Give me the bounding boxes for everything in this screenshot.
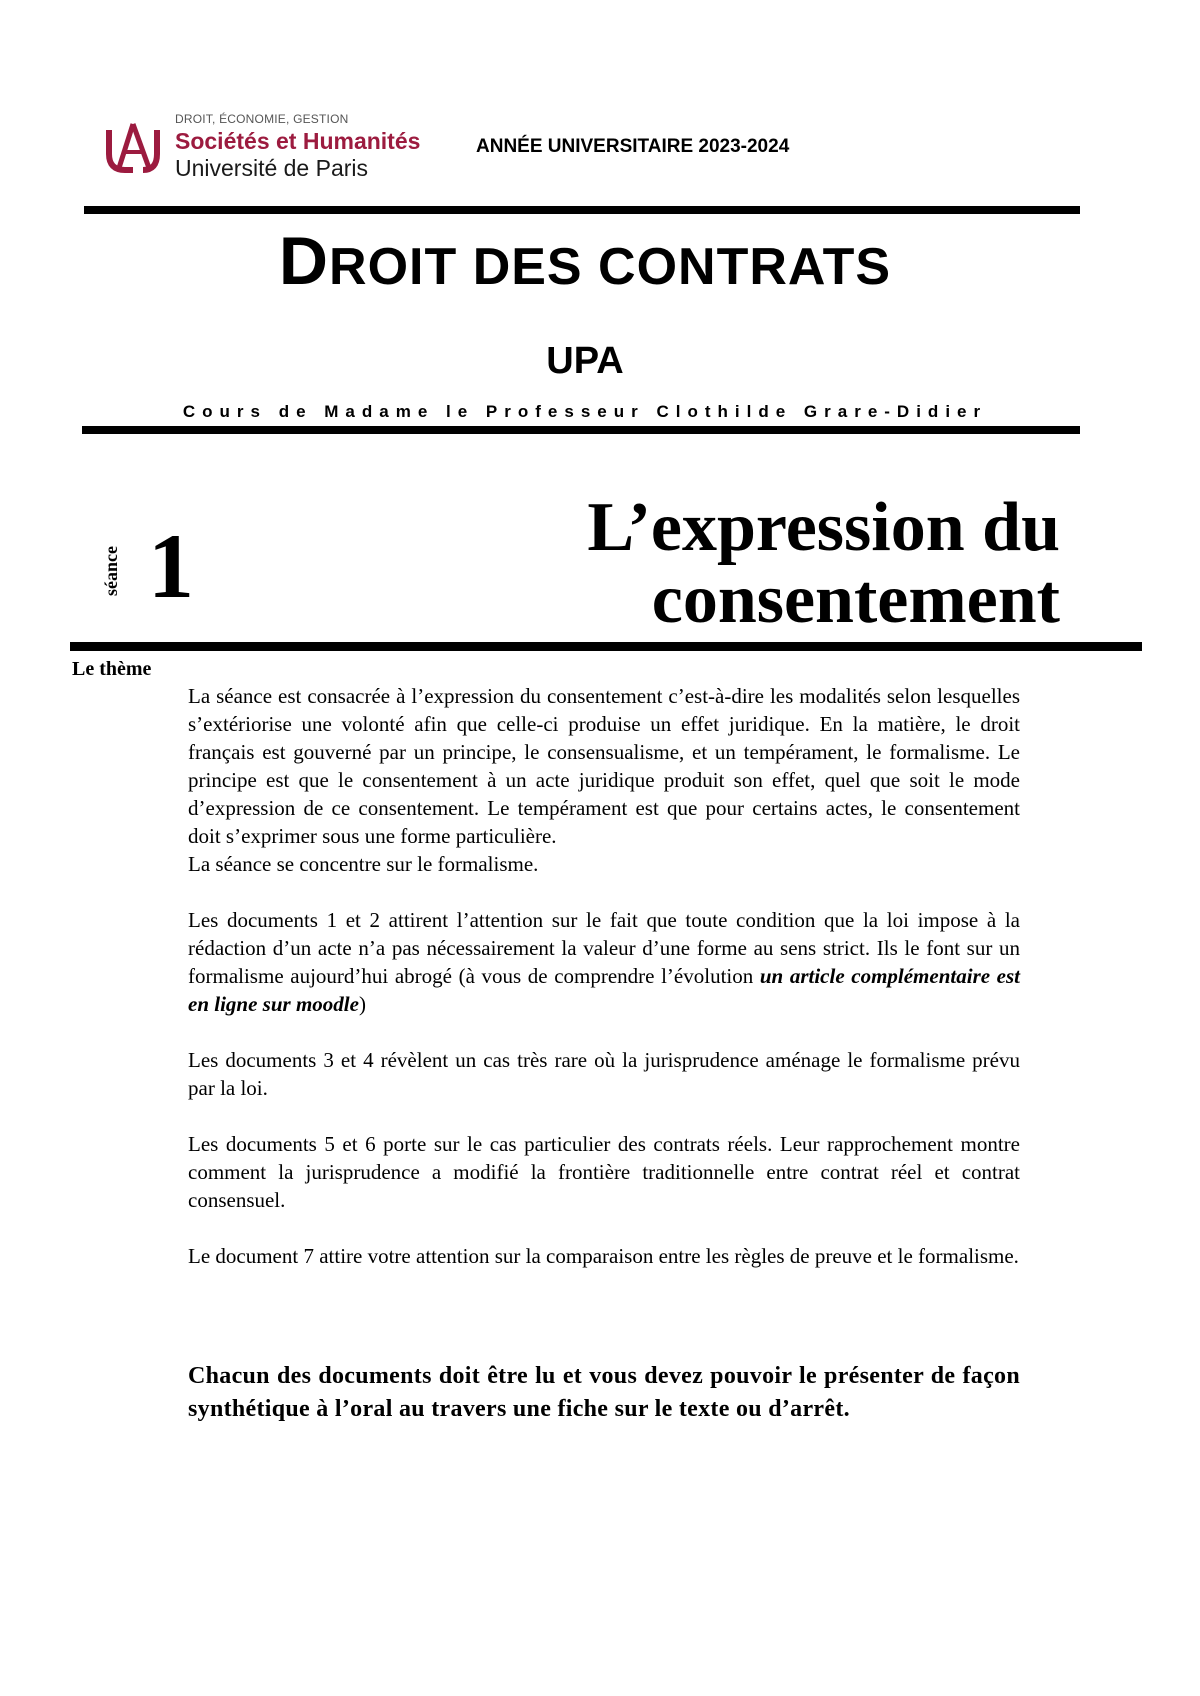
logo-tagline: DROIT, ÉCONOMIE, GESTION bbox=[175, 112, 349, 126]
theme-heading: Le thème bbox=[72, 658, 152, 680]
paragraph-documents-3-4: Les documents 3 et 4 révèlent un cas très rare où la jurisprudence aménage le formalisme prévu par la loi. bbox=[188, 1048, 1020, 1100]
course-title bbox=[0, 222, 1170, 300]
paragraph-focus: La séance se concentre sur le formalisme. bbox=[188, 852, 539, 876]
header-bottom-rule bbox=[82, 426, 1080, 434]
university-logo-mark-icon bbox=[103, 120, 163, 176]
logo-university: Université de Paris bbox=[175, 155, 369, 181]
paragraph-documents-1-2 bbox=[188, 906, 1020, 1018]
academic-year: ANNÉE UNIVERSITAIRE 2023-2024 bbox=[476, 136, 790, 157]
course-title-rest: ROIT DES CONTRATS bbox=[329, 238, 892, 296]
course-subtitle: UPA bbox=[546, 340, 624, 382]
session-rule bbox=[70, 642, 1142, 651]
course-title-initial: D bbox=[278, 223, 330, 299]
paragraph-documents-1-2-text: Les documents 1 et 2 attirent l’attention sur le fait que toute condition que la loi impose à la rédaction d’un acte n’a pas nécessairement la valeur d’une forme au sens strict. Ils le font sur un formalisme aujourd’hui abrogé (à vous de comprendre l’évolution bbox=[188, 908, 1020, 988]
paragraph-documents-5-6: Les documents 5 et 6 porte sur le cas particulier des contrats réels. Leur rapprochement montre comment la jurisprudence a modifié la frontière traditionnelle entre contrat réel et contrat consensuel. bbox=[188, 1132, 1020, 1212]
session-title bbox=[587, 489, 1060, 638]
session-label: séance bbox=[101, 546, 121, 596]
moodle-note: un article complémentaire est en ligne sur moodle bbox=[188, 964, 1020, 1016]
university-logo bbox=[103, 112, 433, 182]
closing-instruction: Chacun des documents doit être lu et vous devez pouvoir le présenter de façon synthétique à l’oral au travers une fiche sur le texte ou d’arrêt. bbox=[188, 1363, 1020, 1422]
teacher-line: Cours de Madame le Professeur Clothilde Grare-Didier bbox=[182, 402, 988, 421]
paragraph-intro: La séance est consacrée à l’expression du consentement c’est-à-dire les modalités selon lesquelles s’extériorise une volonté afin que celle-ci produise un effet juridique. En la matière, le droit français est gouverné par un principe, le consensualisme, et un tempérament, le formalisme. Le principe est que le consentement à un acte juridique produit son effet, quel que soit le mode d’expression de ce consentement. Le tempérament est que pour certains actes, le consentement doit s’exprimer sous une forme particulière. bbox=[188, 684, 1020, 848]
paragraph-document-7: Le document 7 attire votre attention sur la comparaison entre les règles de preuve et le formalisme. bbox=[188, 1244, 1019, 1268]
session-title-line2: consentement bbox=[651, 561, 1060, 638]
theme-body bbox=[188, 682, 1020, 1270]
top-rule bbox=[84, 206, 1080, 214]
session-title-line1: L’expression du bbox=[587, 489, 1060, 566]
session-number: 1 bbox=[148, 515, 194, 617]
logo-brand: Sociétés et Humanités bbox=[175, 128, 421, 154]
paragraph-documents-1-2-end: ) bbox=[358, 992, 366, 1016]
